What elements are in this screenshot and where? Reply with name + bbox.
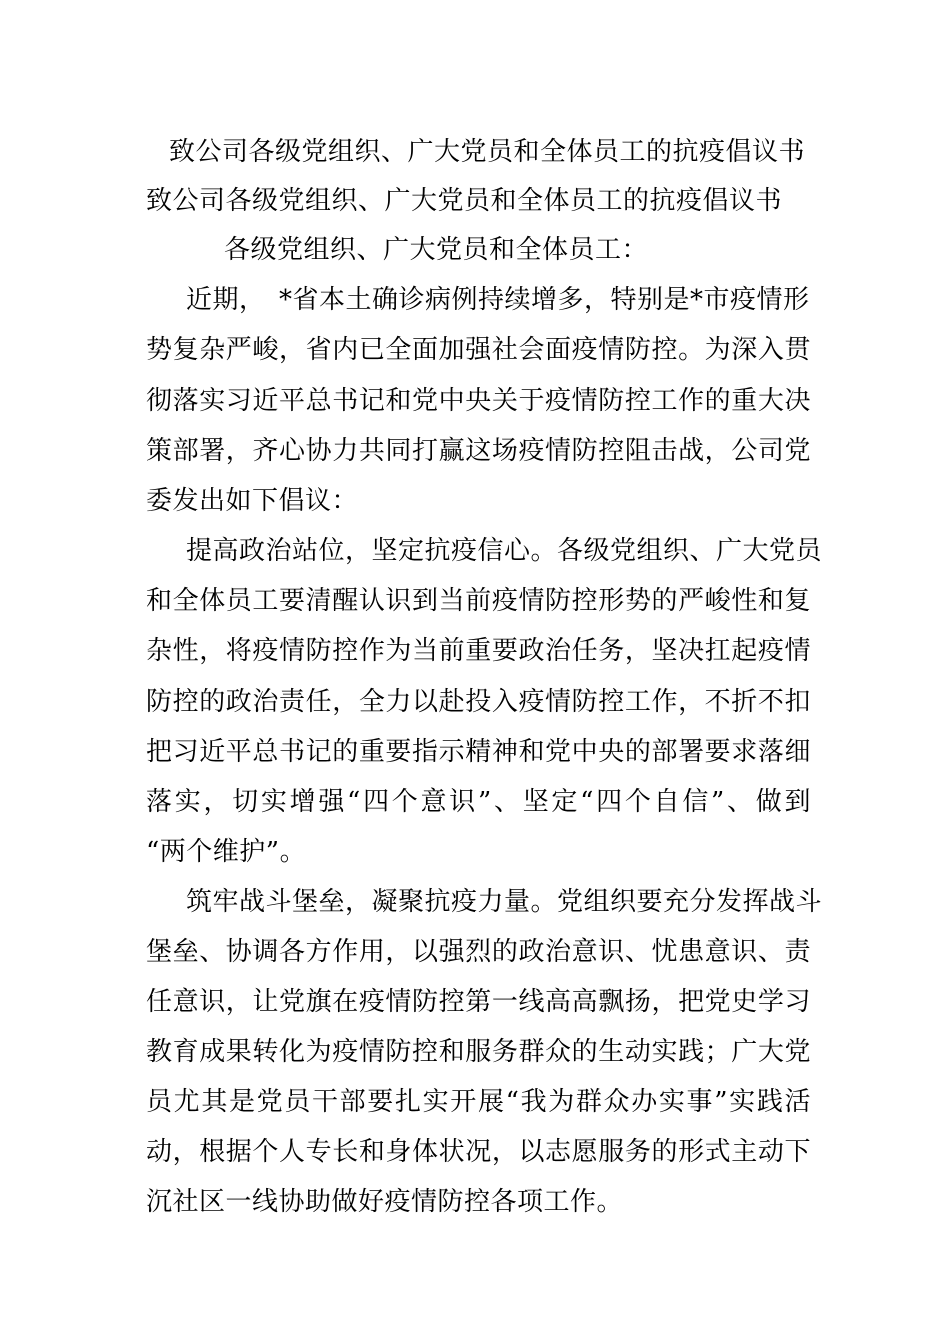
- document-title: 致公司各级党组织、广大党员和全体员工的抗疫倡议书: [169, 137, 806, 167]
- paragraph-line: 教育成果转化为疫情防控和服务群众的生动实践；广大党: [146, 1037, 811, 1067]
- paragraph-line: 沉社区一线协助做好疫情防控各项工作。: [146, 1187, 624, 1217]
- paragraph-line: 堡垒、协调各方作用，以强烈的政治意识、忧患意识、责: [146, 937, 811, 967]
- salutation: 各级党组织、广大党员和全体员工：: [224, 235, 649, 265]
- paragraph-line: 和全体员工要清醒认识到当前疫情防控形势的严峻性和复: [146, 586, 811, 616]
- paragraph-line: 近期， *省本土确诊病例持续增多，特别是*市疫情形: [186, 285, 810, 315]
- paragraph-line: 员尤其是党员干部要扎实开展“我为群众办实事”实践活: [146, 1087, 811, 1117]
- paragraph-line: 动，根据个人专长和身体状况，以志愿服务的形式主动下: [146, 1137, 811, 1167]
- paragraph-line: “两个维护”。: [146, 837, 307, 867]
- paragraph-line: 委发出如下倡议：: [146, 486, 359, 516]
- paragraph-line: 策部署，齐心协力共同打赢这场疫情防控阻击战，公司党: [146, 436, 811, 466]
- paragraph-line: 把习近平总书记的重要指示精神和党中央的部署要求落细: [146, 737, 811, 767]
- paragraph-line: 彻落实习近平总书记和党中央关于疫情防控工作的重大决: [146, 386, 811, 416]
- document-title-repeat: 致公司各级党组织、广大党员和全体员工的抗疫倡议书: [146, 186, 783, 216]
- paragraph-line: 势复杂严峻，省内已全面加强社会面疫情防控。为深入贯: [146, 335, 811, 365]
- paragraph-line: 杂性，将疫情防控作为当前重要政治任务，坚决扛起疫情: [146, 636, 811, 666]
- paragraph-line: 任意识，让党旗在疫情防控第一线高高飘扬，把党史学习: [146, 987, 811, 1017]
- paragraph-line: 落实，切实增强“四个意识”、坚定“四个自信”、做到: [146, 787, 811, 817]
- paragraph-line: 防控的政治责任，全力以赴投入疫情防控工作，不折不扣: [146, 687, 811, 717]
- paragraph-line: 提高政治站位，坚定抗疫信心。各级党组织、广大党员: [186, 536, 823, 566]
- paragraph-line: 筑牢战斗堡垒，凝聚抗疫力量。党组织要充分发挥战斗: [186, 887, 823, 917]
